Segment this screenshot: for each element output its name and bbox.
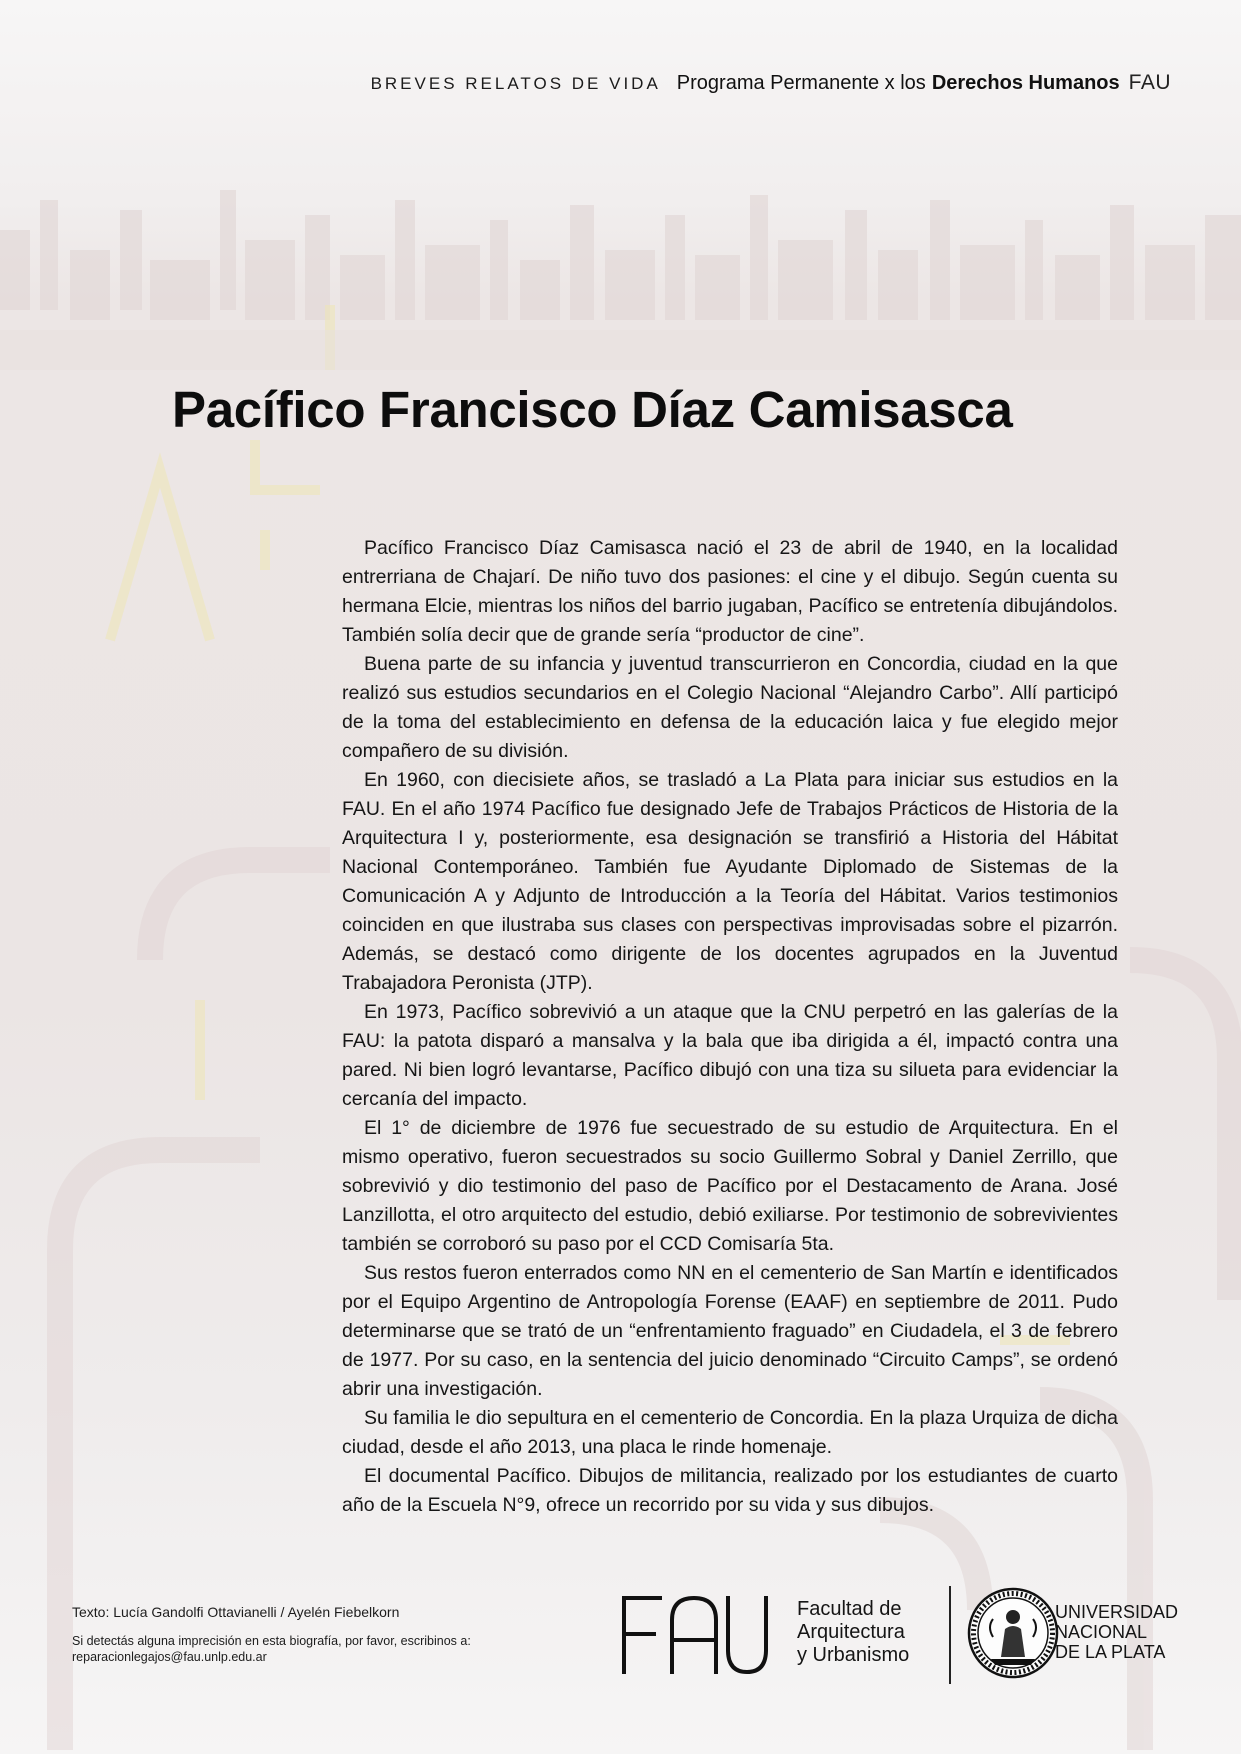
credits bbox=[72, 1603, 472, 1665]
university-name-line: DE LA PLATA bbox=[1055, 1642, 1166, 1662]
page-title: Pacífico Francisco Díaz Camisasca bbox=[172, 381, 1013, 438]
header-bar bbox=[371, 71, 1171, 101]
bio-paragraph: En 1973, Pacífico sobrevivió a un ataque que la CNU perpetró en las galerías de la FAU: la patota disparó a mansalva y la bala que iba dirigida a él, impactó contra una pared. Ni bien logró levantarse, Pacífico dibujó con una tiza su silueta para evidenciar la cercanía del impacto. bbox=[342, 1001, 1118, 1110]
bio-paragraph: En 1960, con diecisiete años, se trasladó a La Plata para iniciar sus estudios en la FAU. En el año 1974 Pacífico fue designado Jefe de Trabajos Prácticos de Historia de la Arquitectura I y, posteriormente, esa designación se transfirió a Historia del Hábitat Nacional Contemporáneo. También fue Ayudante Diplomado de Sistemas de la Comunicación A y Adjunto de Introducción a la Teoría del Hábitat. Varios testimonios coinciden en que ilustraba sus clases con perspectivas improvisadas sobre el pizarrón. Además, se destacó como dirigente de los docentes agrupados en la Juventud Trabajadora Peronista (JTP). bbox=[342, 769, 1118, 994]
header-fau-logo: FAU bbox=[1128, 71, 1171, 94]
faculty-name-line: y Urbanismo bbox=[797, 1644, 910, 1666]
bio-paragraph: Pacífico Francisco Díaz Camisasca nació el 23 de abril de 1940, en la localidad entrerriana de Chajarí. De niño tuvo dos pasiones: el cine y el dibujo. Según cuenta su hermana Elcie, mientras los niños del barrio jugaban, Pacífico se entretenía dibujándolos. También solía decir que de grande sería “productor de cine”. bbox=[342, 537, 1118, 646]
footer-logos bbox=[620, 1582, 1180, 1692]
correction-note: Si detectás alguna imprecisión en esta biografía, por favor, escribinos a: reparacionlegajos@fau.unlp.edu.ar bbox=[72, 1634, 471, 1664]
university-name-line: UNIVERSIDAD bbox=[1055, 1602, 1179, 1622]
fau-logo-icon bbox=[620, 1590, 770, 1674]
biography-text bbox=[342, 534, 1118, 1520]
bio-paragraph: El documental Pacífico. Dibujos de militancia, realizado por los estudiantes de cuarto año de la Escuela N°9, ofrece un recorrido por su vida y sus dibujos. bbox=[342, 1465, 1118, 1516]
unlp-seal-icon bbox=[967, 1587, 1059, 1679]
university-name-line: NACIONAL bbox=[1055, 1622, 1148, 1642]
bio-paragraph: Buena parte de su infancia y juventud transcurrieron en Concordia, ciudad en la que realizó sus estudios secundarios en el Colegio Nacional “Alejandro Carbo”. Allí participó de la toma del establecimiento en defensa de la educación laica y fue elegido mejor compañero de su división. bbox=[342, 653, 1118, 762]
faculty-name bbox=[797, 1598, 909, 1667]
author-credits: Texto: Lucía Gandolfi Ottavianelli / Ayelén Fiebelkorn bbox=[72, 1604, 400, 1620]
program-label-bold: Derechos Humanos bbox=[931, 72, 1120, 94]
bio-paragraph: Sus restos fueron enterrados como NN en el cementerio de San Martín e identificados por el Equipo Argentino de Antropología Forense (EAAF) en septiembre de 2011. Pudo determinarse que se trató de un “enfrentamiento fraguado” en Ciudadela, el 3 de febrero de 1977. Por su caso, en la sentencia del juicio denominado “Circuito Camps”, se ordenó abrir una investigación. bbox=[342, 1262, 1118, 1400]
series-label: BREVES RELATOS DE VIDA bbox=[370, 74, 661, 93]
logo-divider bbox=[949, 1586, 951, 1684]
program-label: Programa Permanente x los bbox=[676, 72, 926, 94]
university-name bbox=[1055, 1602, 1178, 1662]
bio-paragraph: El 1° de diciembre de 1976 fue secuestrado de su estudio de Arquitectura. En el mismo operativo, fueron secuestrados su socio Guillermo Sobral y Daniel Zerrillo, que sobrevivió y dio testimonio del paso de Pacífico por el Destacamento de Arana. José Lanzillotta, el otro arquitecto del estudio, debió exiliarse. Por testimonio de sobrevivientes también se corroboró su paso por el CCD Comisaría 5ta. bbox=[342, 1117, 1118, 1255]
faculty-name-line: Facultad de bbox=[797, 1598, 902, 1620]
faculty-name-line: Arquitectura bbox=[797, 1621, 905, 1643]
bio-paragraph: Su familia le dio sepultura en el cementerio de Concordia. En la plaza Urquiza de dicha ciudad, desde el año 2013, una placa le rinde homenaje. bbox=[342, 1407, 1118, 1458]
